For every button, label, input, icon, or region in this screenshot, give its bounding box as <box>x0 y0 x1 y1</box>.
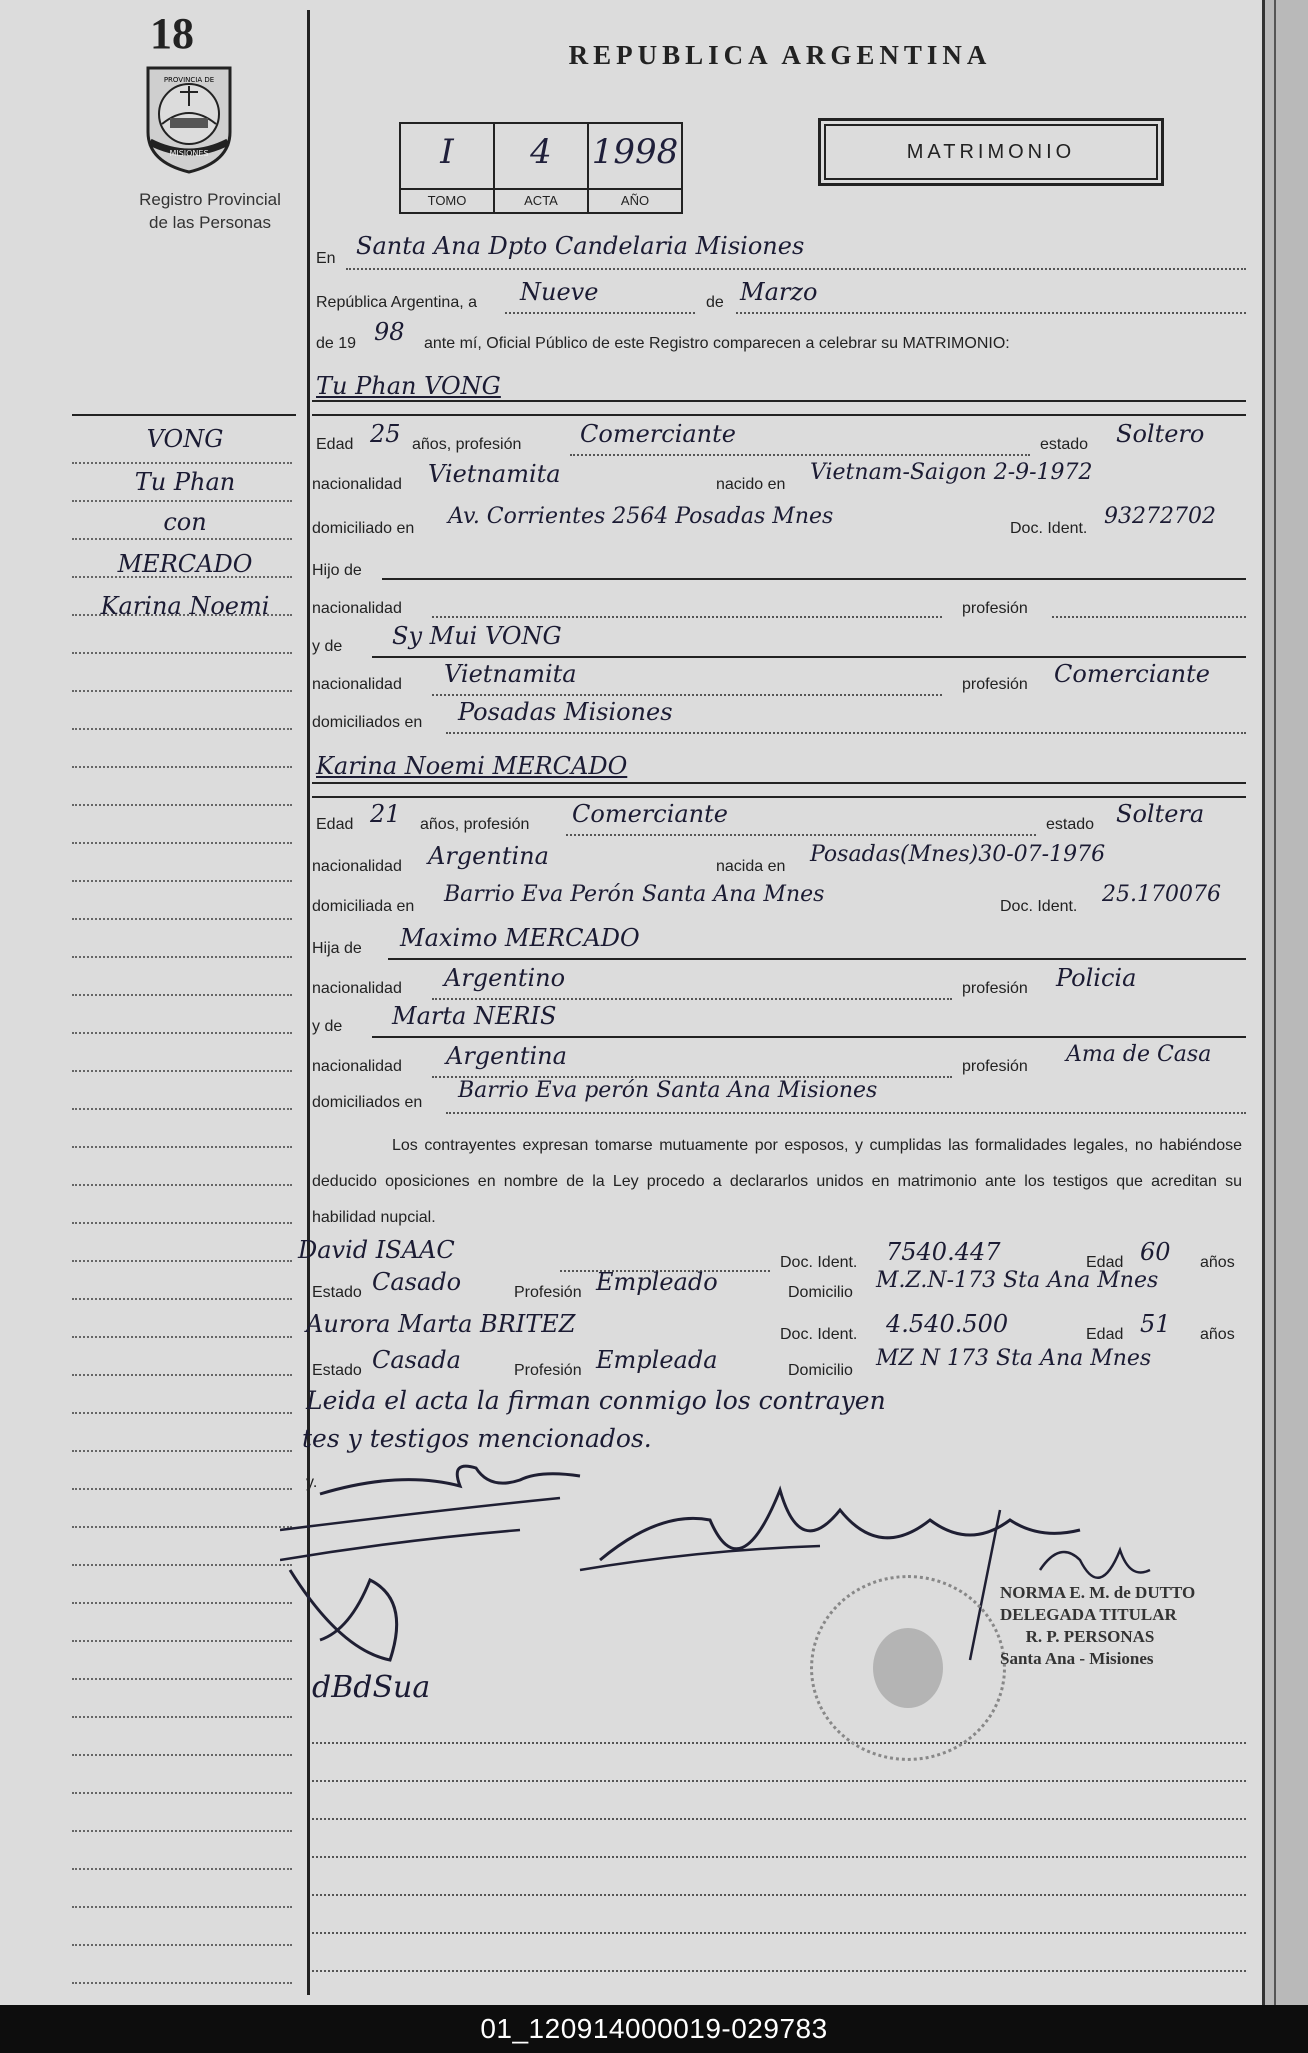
bride-mother-prof-label: profesión <box>962 1058 1028 1075</box>
margin-rule-line <box>72 1374 292 1376</box>
year-value: 98 <box>374 318 405 346</box>
margin-rule-line <box>72 1298 292 1300</box>
groom-name: Tu Phan VONG <box>316 372 501 400</box>
groom-rule <box>312 400 1246 402</box>
witness1-estado-label: Estado <box>312 1284 362 1301</box>
margin-rule-line <box>72 614 292 616</box>
page-rule-line <box>312 1742 1246 1744</box>
margin-rule-line <box>72 918 292 920</box>
closing-line1: Leida el acta la firman conmigo los contrayen <box>306 1386 886 1415</box>
margin-rule-line <box>72 1146 292 1148</box>
signature-text: dBdSua <box>312 1670 431 1705</box>
declaration-paragraph: Los contrayentes expresan tomarse mutuamente por esposos, y cumplidas las formalidades legales, no habiéndose deducido oposiciones en nombre de la Ley procedo a declararlos unidos en matrimonio ante los testigos que acreditan su habilidad nupcial. <box>312 1137 1242 1226</box>
margin-name: MERCADO <box>117 550 253 578</box>
bride-father-prof-label: profesión <box>962 980 1028 997</box>
margin-rule-line <box>72 728 292 730</box>
margin-rule-line <box>72 1336 292 1338</box>
bride-birth: Posadas(Mnes)30-07-1976 <box>810 842 1106 867</box>
groom-mother-nationality: Vietnamita <box>444 660 577 688</box>
margin-rule-line <box>72 1450 292 1452</box>
bride-dom-label: domiciliada en <box>312 898 415 915</box>
groom-dom-label: domiciliado en <box>312 520 415 537</box>
groom-mother-nat-label: nacionalidad <box>312 676 402 693</box>
margin-top-rule <box>72 414 296 416</box>
margin-rule-line <box>72 994 292 996</box>
witness1-anos-label: años <box>1200 1254 1235 1271</box>
official-seal <box>810 1575 1006 1761</box>
groom-mother-profession: Comerciante <box>1054 660 1210 688</box>
page-rule-line <box>312 1818 1246 1820</box>
bride-estado-label: estado <box>1046 816 1095 833</box>
bride-address: Barrio Eva Perón Santa Ana Mnes <box>444 882 825 907</box>
closing-mark: y. <box>306 1474 318 1491</box>
bride-mother: Marta NERIS <box>392 1002 557 1030</box>
margin-rule-line <box>72 1032 292 1034</box>
margin-rule-line <box>72 1640 292 1642</box>
groom-birth: Vietnam-Saigon 2-9-1972 <box>810 460 1093 485</box>
official-stamp: NORMA E. M. de DUTTO DELEGADA TITULAR R. P. PERSONAS Santa Ana - Misiones <box>1000 1583 1196 1668</box>
witness2-address: MZ N 173 Sta Ana Mnes <box>876 1346 1152 1371</box>
bride-father: Maximo MERCADO <box>400 924 640 952</box>
bride-name: Karina Noemi MERCADO <box>316 752 628 780</box>
line <box>570 454 1030 456</box>
groom-hijo-label: Hijo de <box>312 562 362 579</box>
year-label: de 19 <box>316 335 357 352</box>
acta-cell: 4 ACTA <box>495 124 589 212</box>
page-rule-line <box>312 1780 1246 1782</box>
place-value: Santa Ana Dpto Candelaria Misiones <box>356 232 805 260</box>
bride-parents-dom-label: domiciliados en <box>312 1094 423 1111</box>
line <box>446 1112 1246 1114</box>
groom-profesion-label: años, profesión <box>412 436 522 453</box>
crest-bottom-text: MISIONES <box>169 149 209 158</box>
provincial-crest-icon <box>140 62 238 174</box>
witness1-estado: Casado <box>372 1268 462 1296</box>
margin-rule-line <box>72 1944 292 1946</box>
groom-estado-label: estado <box>1040 436 1089 453</box>
reference-box <box>399 122 683 214</box>
margin-rule-line <box>72 1602 292 1604</box>
witness2-domicilio-label: Domicilio <box>788 1362 853 1379</box>
margin-rule-line <box>72 1906 292 1908</box>
margin-rule-line <box>72 842 292 844</box>
margin-rule-line <box>72 1564 292 1566</box>
bride-doc: 25.170076 <box>1102 882 1221 907</box>
groom-mother-prof-label: profesión <box>962 676 1028 693</box>
witness1-edad-label: Edad <box>1086 1254 1124 1271</box>
witness1-doc: 7540.447 <box>886 1238 1001 1266</box>
witness2-doc: 4.540.500 <box>886 1310 1009 1338</box>
witness1-doc-label: Doc. Ident. <box>780 1254 858 1271</box>
groom-estado: Soltero <box>1116 420 1205 448</box>
margin-name: Tu Phan <box>134 468 236 496</box>
line <box>736 312 1246 314</box>
month-value: Marzo <box>740 278 818 306</box>
line <box>432 998 952 1000</box>
line <box>372 1036 1246 1038</box>
de-label: de <box>706 294 724 311</box>
witness2-edad-label: Edad <box>1086 1326 1124 1343</box>
line <box>382 578 1246 580</box>
bride-father-nat-label: nacionalidad <box>312 980 402 997</box>
bride-nationality: Argentina <box>428 842 549 870</box>
line <box>432 616 942 618</box>
groom-rule <box>312 414 1246 416</box>
tomo-cell: I TOMO <box>401 124 495 212</box>
margin-rule-line <box>72 1678 292 1680</box>
closing-line2: tes y testigos mencionados. <box>302 1424 652 1453</box>
groom-doc-label: Doc. Ident. <box>1010 520 1088 537</box>
groom-father-prof-label: profesión <box>962 600 1028 617</box>
witness2-doc-label: Doc. Ident. <box>780 1326 858 1343</box>
bride-parents-address: Barrio Eva perón Santa Ana Misiones <box>458 1078 878 1103</box>
bride-hija-label: Hija de <box>312 940 362 957</box>
witness2-estado: Casada <box>372 1346 461 1374</box>
bride-doc-label: Doc. Ident. <box>1000 898 1078 915</box>
crest-top-text: PROVINCIA DE <box>163 76 215 84</box>
line <box>505 312 695 314</box>
page-title: REPUBLICA ARGENTINA <box>568 40 992 70</box>
margin-rule-line <box>72 1070 292 1072</box>
registry-name: Registro Provincial de las Personas <box>139 190 281 232</box>
record-type-box: MATRIMONIO <box>818 118 1164 186</box>
bride-edad-label: Edad <box>316 816 354 833</box>
groom-doc: 93272702 <box>1104 504 1216 529</box>
bride-estado: Soltera <box>1116 800 1205 828</box>
ano-cell: 1998 AÑO <box>589 124 681 212</box>
page-rule-line <box>312 1970 1246 1972</box>
witness2-anos-label: años <box>1200 1326 1235 1343</box>
groom-father-nat-label: nacionalidad <box>312 600 402 617</box>
witness2-estado-label: Estado <box>312 1362 362 1379</box>
line <box>372 656 1246 658</box>
witness2-name: Aurora Marta BRITEZ <box>306 1310 576 1338</box>
bride-rule <box>312 782 1246 784</box>
line <box>566 834 1036 836</box>
margin-rule-line <box>72 1526 292 1528</box>
witness1-address: M.Z.N-173 Sta Ana Mnes <box>876 1268 1159 1293</box>
line <box>346 268 1246 270</box>
bride-profesion-label: años, profesión <box>420 816 530 833</box>
groom-nationality: Vietnamita <box>428 460 561 488</box>
margin-rule-line <box>72 690 292 692</box>
margin-rule-line <box>72 652 292 654</box>
margin-rule-line <box>72 576 292 578</box>
margin-rule-line <box>72 804 292 806</box>
page-number: 18 <box>150 9 194 58</box>
groom-profession: Comerciante <box>580 420 736 448</box>
groom-nat-label: nacionalidad <box>312 476 402 493</box>
bride-father-profession: Policia <box>1056 964 1137 992</box>
bride-mother-nat-label: nacionalidad <box>312 1058 402 1075</box>
day-value: Nueve <box>520 278 599 306</box>
groom-edad-label: Edad <box>316 436 354 453</box>
groom-mother: Sy Mui VONG <box>392 622 562 650</box>
margin-rule-line <box>72 1868 292 1870</box>
margin-rule-line <box>72 1260 292 1262</box>
margin-name: Karina Noemi <box>100 592 270 620</box>
margin-rule-line <box>72 1754 292 1756</box>
page-rule-line <box>312 1856 1246 1858</box>
bride-father-nationality: Argentino <box>444 964 566 992</box>
bride-profession: Comerciante <box>572 800 728 828</box>
page-rule-line <box>312 1932 1246 1934</box>
margin-name: VONG <box>146 425 224 453</box>
bride-age: 21 <box>370 800 401 828</box>
margin-rule-line <box>72 462 292 464</box>
margin-rule-line <box>72 1108 292 1110</box>
witness2-age: 51 <box>1140 1310 1171 1338</box>
margin-rule-line <box>72 1716 292 1718</box>
footer-id: 01_120914000019-029783 <box>0 2005 1308 2053</box>
groom-nacido-label: nacido en <box>716 476 786 493</box>
margin-name: con <box>163 508 207 536</box>
margin-rule-line <box>72 1982 292 1984</box>
page-edge <box>1262 0 1308 2005</box>
groom-y-de-label: y de <box>312 638 343 655</box>
margin-rule-line <box>72 1792 292 1794</box>
groom-parents-address: Posadas Misiones <box>458 698 673 726</box>
witness1-name: David ISAAC <box>298 1236 455 1264</box>
margin-rule-line <box>72 880 292 882</box>
witness1-profession: Empleado <box>596 1268 718 1296</box>
margin-rule-line <box>72 1412 292 1414</box>
witness2-profesion-label: Profesión <box>514 1362 582 1379</box>
page-rule-line <box>312 1894 1246 1896</box>
line <box>388 958 1246 960</box>
witness2-profession: Empleada <box>596 1346 718 1374</box>
line <box>432 694 942 696</box>
line <box>1052 616 1246 618</box>
en-label: En <box>316 250 336 267</box>
bride-mother-nationality: Argentina <box>446 1042 567 1070</box>
margin-rule-line <box>72 538 292 540</box>
margin-rule-line <box>72 1184 292 1186</box>
margin-rule-line <box>72 956 292 958</box>
bride-y-de-label: y de <box>312 1018 343 1035</box>
witness1-age: 60 <box>1140 1238 1171 1266</box>
witness1-profesion-label: Profesión <box>514 1284 582 1301</box>
margin-rule-line <box>72 1488 292 1490</box>
bride-nat-label: nacionalidad <box>312 858 402 875</box>
bride-nacida-label: nacida en <box>716 858 786 875</box>
statement: ante mí, Oficial Público de este Registro comparecen a celebrar su MATRIMONIO: <box>424 335 1010 352</box>
bride-mother-profession: Ama de Casa <box>1066 1042 1212 1067</box>
margin-rule-line <box>72 1222 292 1224</box>
groom-parents-dom-label: domiciliados en <box>312 714 423 731</box>
republica-label: República Argentina, a <box>316 294 477 311</box>
witness1-domicilio-label: Domicilio <box>788 1284 853 1301</box>
line <box>446 732 1246 734</box>
margin-rule-line <box>72 766 292 768</box>
groom-age: 25 <box>370 420 401 448</box>
margin-rule-line <box>72 500 292 502</box>
bride-rule <box>312 796 1246 798</box>
groom-address: Av. Corrientes 2564 Posadas Mnes <box>448 504 834 529</box>
margin-rule-line <box>72 1830 292 1832</box>
